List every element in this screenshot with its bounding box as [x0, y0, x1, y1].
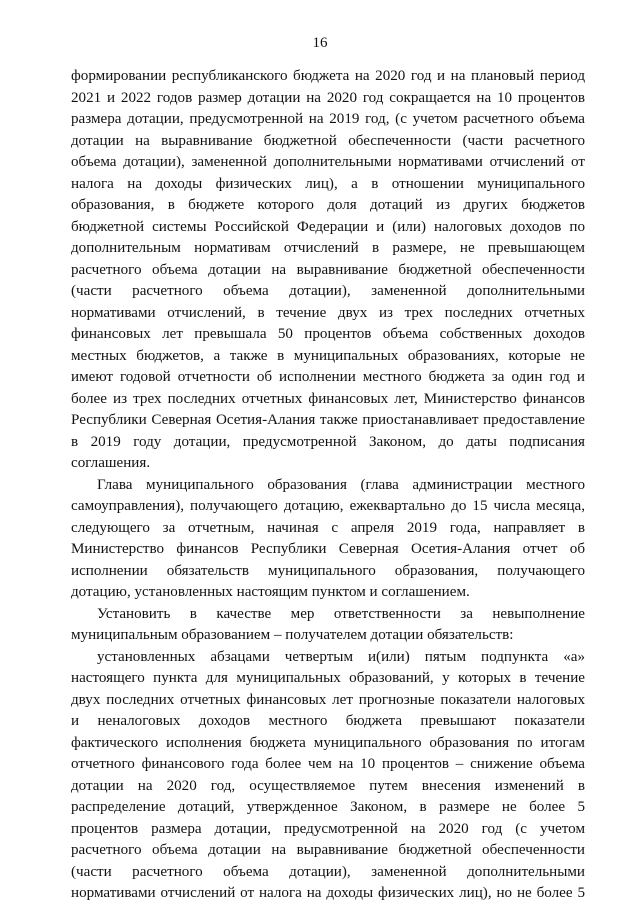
text-line: налога на доходы физических лиц), а в отношении муниципального	[71, 175, 585, 192]
text-line: установленных абзацами четвертым и(или) пятым подпункта «а»	[97, 648, 585, 665]
text-line: имеют годовой отчетности об исполнении местного бюджета за один год и	[71, 369, 585, 385]
text-line: дотации на 2020 год, осуществляемое путем внесения изменений в	[71, 777, 585, 794]
text-line: формировании республиканского бюджета на 2020 год и на плановый период	[71, 68, 585, 84]
text-line: (части расчетного объема дотации), замененной дополнительными	[71, 863, 585, 880]
text-line: нормативами отчислений от налога на доходы физических лиц), но не более 5	[71, 885, 585, 901]
text-line: бюджетной системы Российской Федерации и (или) налоговых доходов по	[71, 218, 585, 235]
text-line: Установить в качестве мер ответственности за невыполнение	[97, 605, 585, 622]
text-line: образования, в бюджете которого доля дотаций из других бюджетов	[71, 197, 585, 213]
text-line: и неналоговых доходов местного бюджета превышают показатели	[71, 713, 585, 729]
text-line: муниципальным образованием – получателем дотации обязательств:	[71, 627, 514, 643]
text-line: отчетного финансового года более чем на 10 процентов – снижение объема	[71, 756, 585, 772]
text-line: финансовых лет превышала 50 процентов объема собственных доходов	[71, 326, 585, 342]
text-line: самоуправления), получающего дотацию, ежеквартально до 15 числа месяца,	[71, 498, 585, 514]
text-line: исполнении обязательств муниципального образования, получающего	[71, 562, 585, 579]
text-line: Глава муниципального образования (глава администрации местного	[97, 476, 585, 493]
text-line: 2021 и 2022 годов размер дотации на 2020 год сокращается на 10 процентов	[71, 89, 585, 106]
text-line: (части расчетного объема дотации), замененной дополнительными	[71, 283, 585, 299]
text-line: соглашения.	[71, 455, 151, 471]
text-line: более из трех последних отчетных финансовых лет, Министерство финансов	[71, 390, 585, 407]
text-line: следующего за отчетным, начиная с апреля 2019 года, направляет в	[71, 519, 585, 536]
text-line: дотацию, установленных настоящим пунктом и соглашением.	[71, 584, 470, 600]
text-line: объема дотации), замененной дополнительными нормативами отчислений от	[71, 154, 585, 170]
text-line: дополнительным нормативам отчислений в размере, не превышающем	[71, 240, 585, 256]
text-line: нормативами отчислений, в течение двух из трех последних отчетных	[71, 304, 585, 321]
text-line: процентов размера дотации, предусмотренной на 2020 год (с учетом	[71, 820, 585, 837]
text-line: Республики Северная Осетия-Алания также приостанавливает предоставление	[71, 412, 585, 428]
text-line: фактического исполнения бюджета муниципального образования по итогам	[71, 734, 585, 751]
text-line: распределение дотаций, утвержденное Законом, в размере не более 5	[71, 799, 585, 815]
text-line: двух последних отчетных финансовых лет прогнозные показатели налоговых	[71, 691, 585, 708]
text-line: местных бюджетов, а также в муниципальных образованиях, которые не	[71, 347, 585, 364]
text-line: расчетного объема дотации на выравнивание бюджетной обеспеченности	[71, 261, 585, 278]
text-line: в 2019 году дотации, предусмотренной Законом, до даты подписания	[71, 433, 585, 450]
text-line: Министерство финансов Республики Северная Осетия-Алания отчет об	[71, 541, 585, 557]
text-line: настоящего пункта для муниципальных образований, у которых в течение	[71, 670, 585, 686]
text-line: расчетного объема дотации на выравнивание бюджетной обеспеченности	[71, 842, 585, 858]
text-line: размера дотации, предусмотренной на 2019 год, (с учетом расчетного объема	[71, 111, 585, 127]
page-number: 16	[312, 35, 328, 51]
text-line: дотации на выравнивание бюджетной обеспеченности (части расчетного	[71, 132, 585, 149]
body-text	[71, 66, 585, 905]
